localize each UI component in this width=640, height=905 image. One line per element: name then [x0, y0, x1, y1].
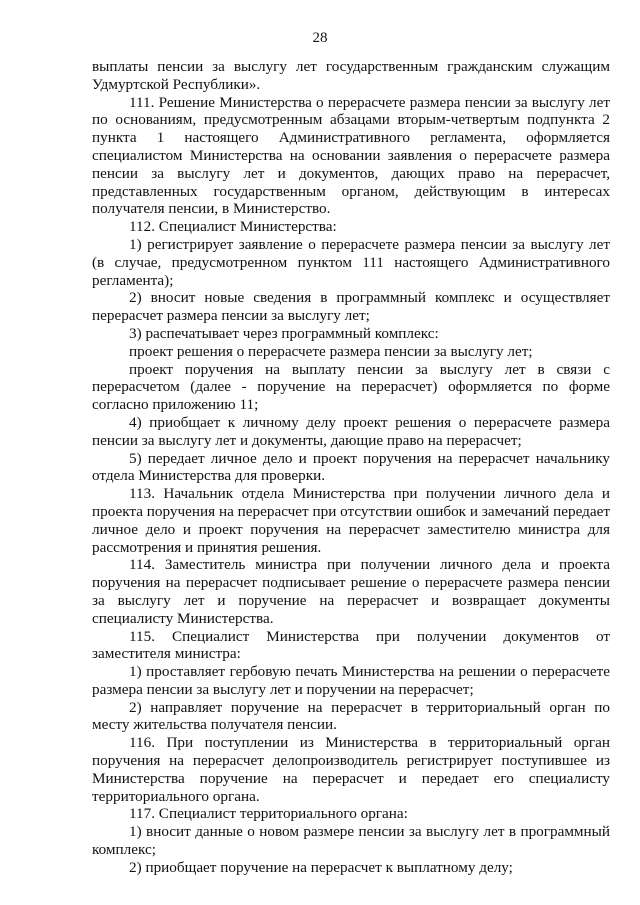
page-number: 28	[312, 30, 328, 46]
paragraph-115-item-2: 2) направляет поручение на перерасчет в территориальный орган по месту жительства получателя пенсии.	[92, 698, 610, 734]
paragraph-112-item-1: 1) регистрирует заявление о перерасчете размера пенсии за выслугу лет (в случае, предусмотренном пунктом 111 настоящего Административного регламента);	[92, 235, 610, 289]
paragraph-112: 112. Специалист Министерства:	[129, 218, 337, 236]
document-body	[92, 58, 610, 877]
paragraph-112-item-5: 5) передает личное дело и проект поручения на перерасчет начальнику отдела Министерства для проверки.	[92, 449, 610, 485]
paragraph-112-item-3-sub-1: проект решения о перерасчете размера пенсии за выслугу лет;	[129, 342, 533, 360]
paragraph-111: 111. Решение Министерства о перерасчете размера пенсии за выслугу лет по основаниям, предусмотренным абзацами вторым-четвертым подпункта 2 пункта 1 настоящего Административного регламента, оформляется специалистом Министерства на основании заявления о перерасчете размера пенсии за выслугу лет и документов, дающих право на перерасчет, представленных государственным органом, действующим в интересах получателя пенсии, в Министерство.	[92, 93, 610, 218]
paragraph-113: 113. Начальник отдела Министерства при получении личного дела и проекта поручения на перерасчет при отсутствии ошибок и замечаний передает личное дело и проект поручения на перерасчет заместителю министра для рассмотрения и принятия решения.	[92, 485, 610, 556]
paragraph-112-item-3: 3) распечатывает через программный комплекс:	[129, 324, 439, 342]
paragraph-117-item-2: 2) приобщает поручение на перерасчет к выплатному делу;	[129, 858, 513, 876]
paragraph-112-item-3-sub-2: проект поручения на выплату пенсии за выслугу лет в связи с перерасчетом (далее - поручение на перерасчет) оформляется по форме согласно приложению 11;	[92, 360, 610, 414]
paragraph-112-item-2: 2) вносит новые сведения в программный комплекс и осуществляет перерасчет размера пенсии за выслугу лет;	[92, 289, 610, 325]
paragraph-115-item-1: 1) проставляет гербовую печать Министерства на решении о перерасчете размера пенсии за выслугу лет и поручении на перерасчет;	[92, 663, 610, 698]
paragraph-114: 114. Заместитель министра при получении личного дела и проекта поручения на перерасчет подписывает решение о перерасчете размера пенсии за выслугу лет и поручение на перерасчет и возвращает документы специалисту Министерства.	[92, 556, 610, 627]
paragraph-117: 117. Специалист территориального органа:	[129, 805, 408, 823]
paragraph-continuation: выплаты пенсии за выслугу лет государственным гражданским служащим Удмуртской Республики».	[92, 58, 610, 93]
paragraph-112-item-4: 4) приобщает к личному делу проект решения о перерасчете размера пенсии за выслугу лет и документы, дающие право на перерасчет;	[92, 413, 610, 449]
paragraph-117-item-1: 1) вносит данные о новом размере пенсии за выслугу лет в программный комплекс;	[92, 823, 610, 859]
paragraph-115: 115. Специалист Министерства при получении документов от заместителя министра:	[92, 627, 610, 663]
paragraph-116: 116. При поступлении из Министерства в территориальный орган поручения на перерасчет делопроизводитель регистрирует поступившее из Министерства поручение на перерасчет и передает его специалисту территориального органа.	[92, 734, 610, 805]
